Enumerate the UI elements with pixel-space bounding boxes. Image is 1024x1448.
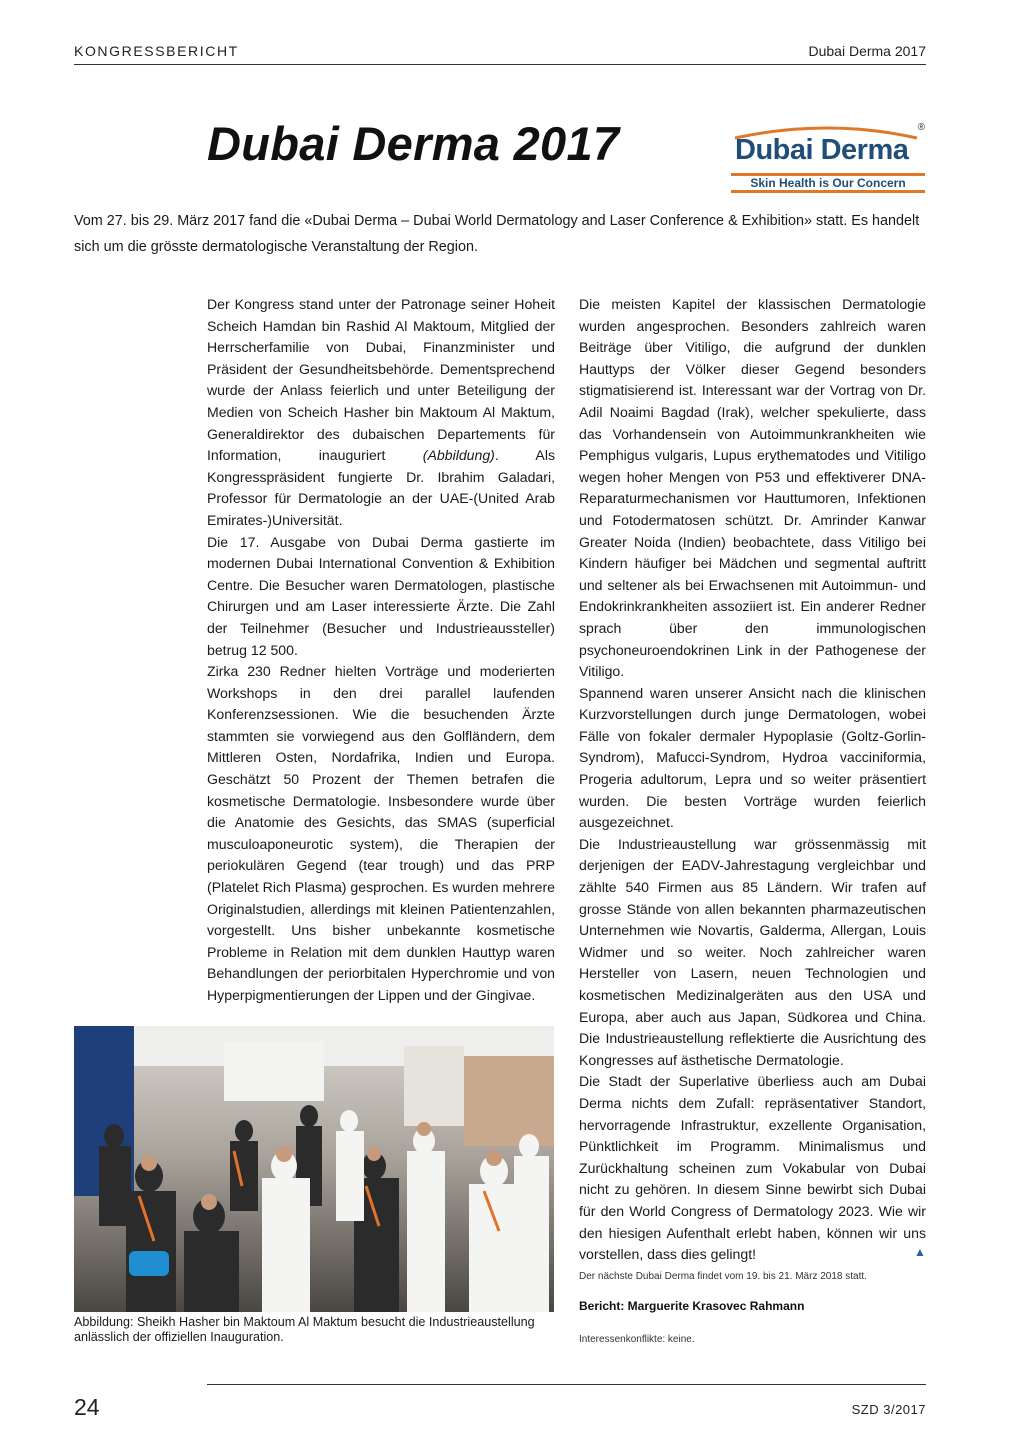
header-divider — [74, 64, 926, 65]
left-paragraph-2: Die 17. Ausgabe von Dubai Derma gastierte im modernen Dubai International Convention & Exhibition Centre. Die Besucher waren Dermatologen, plastische Chirurgen und am Laser interessierte Ärzte. Die Zahl der Teilnehmer (Besucher und Industrieaussteller) betrug 12 500. — [207, 533, 555, 658]
left-column — [207, 294, 555, 1007]
right-paragraph-3: Die Industrieaustellung war grössenmässig mit derjenigen der EADV-Jahrestagung vergleichbar und zählte 540 Firmen aus 85 Ländern. Wir trafen auf grosse Stände von allen bekannten pharmazeutischen Unternehmen wie Novartis, Galderma, Allergan, Louis Widmer und so weiter. Noch zahlreicher waren Hersteller von Lasern, neuen Technologien und kosmetischen Medizinalgeräten aus den USA und Europa, aber auch aus Japan, Südkorea und China. Die Industrieaustellung reflektierte die Ausrichtung des Kongresses auf ästhetische Dermatologie. — [579, 835, 926, 1068]
journal-issue: SZD 3/2017 — [851, 1402, 926, 1417]
photo-illustration — [74, 1026, 554, 1312]
article-title: Dubai Derma 2017 — [207, 117, 620, 170]
photo-caption: Abbildung: Sheikh Hasher bin Maktoum Al Maktum besucht die Industrieaustellung anlässlich der offiziellen Inauguration. — [74, 1315, 535, 1344]
right-paragraph-1: Die meisten Kapitel der klassischen Dermatologie wurden angesprochen. Besonders zahlreich waren Beiträge über Vitiligo, die aufgrund der dunklen Hauttyps der Völker dieser Gegend besonders stigmatisierend ist. Interessant war der Vortrag von Dr. Adil Noaimi Bagdad (Irak), welcher spekulierte, dass das Vorhandensein von Autoimmunkrankheiten wie Pemphigus vulgaris, Lupus erythematodes und Vitiligo wegen hoher Mengen von P53 und effektiverer DNA-Reparaturmechanismen vor Hauttumoren, Infektionen und Fotodermatosen schützt. Dr. Amrinder Kanwar Greater Noida (Indien) beobachtete, dass Vitiligo bei Kindern häufiger bei Mädchen und segmental auftritt und seltener als bei Erwachsenen mit Autoimmun- und Endokrinkrankheiten assoziiert ist. Ein anderer Redner sprach über den immunologischen psychoneuroendokrinen Link in der Pathogenese der Vitiligo. — [579, 296, 926, 680]
right-column — [579, 294, 926, 1266]
footer-divider — [207, 1384, 926, 1385]
end-mark-icon: ▲ — [914, 1245, 926, 1259]
author-credit: Bericht: Marguerite Krasovec Rahmann — [579, 1299, 805, 1313]
dubai-derma-logo — [731, 122, 925, 196]
running-header-title: Dubai Derma 2017 — [808, 43, 926, 59]
left-paragraph-1: Der Kongress stand unter der Patronage seiner Hoheit Scheich Hamdan bin Rashid Al Maktoum, Mitglied der Herrscherfamilie von Dubai, Finanzminister und Präsident der Gesundheitsbehörde. Dementsprechend wurde der Anlass feierlich und unter Beteiligung der Medien von Scheich Hasher bin Maktoum Al Maktum, Generaldirektor des dubaischen Departements für Information, inauguriert (Abbildung). Als Kongresspräsident fungierte Dr. Ibrahim Galadari, Professor für Dermatologie an der UAE-(United Arab Emirates-)Universität. — [207, 296, 555, 528]
lead-paragraph: Vom 27. bis 29. März 2017 fand die «Dubai Derma – Dubai World Dermatology and Laser Conference & Exhibition» statt. Es handelt sich um die grösste dermatologische Veranstaltung der Region. — [74, 213, 920, 255]
inauguration-photo — [74, 1026, 554, 1312]
logo-tagline: Skin Health is Our Concern — [731, 173, 925, 193]
right-paragraph-2: Spannend waren unserer Ansicht nach die klinischen Kurzvorstellungen durch junge Dermatologen, wobei Fälle von fokaler dermaler Hypoplasie (Goltz-Gorlin-Syndrom), Mafucci-Syndrom, Hydroa vacciniformia, Progeria adultorum, Lepra und so weiter präsentiert wurden. Die besten Vorträge wurden feierlich ausgezeichnet. — [579, 684, 926, 831]
logo-name: Dubai Derma — [735, 134, 909, 166]
conflicts-statement: Interessenkonflikte: keine. — [579, 1334, 695, 1345]
running-header-section: KONGRESSBERICHT — [74, 43, 239, 59]
registered-mark: ® — [917, 122, 925, 133]
next-event-note: Der nächste Dubai Derma findet vom 19. bis 21. März 2018 statt. — [579, 1271, 867, 1282]
right-paragraph-4: Die Stadt der Superlative überliess auch am Dubai Derma nichts dem Zufall: repräsentativer Standort, hervorragende Infrastruktur, exzellente Organisation, Pünktlichkeit im Programm. Minimalismus und Zurückhaltung scheinen zum Vokabular von Dubai nicht zu gehören. In diesem Sinne bewirbt sich Dubai für den World Congress of Dermatology 2023. Wie wir den hiesigen Aufenthalt erlebt haben, können wir uns vorstellen, dass dies gelingt! — [579, 1073, 926, 1263]
figure-reference: (Abbildung) — [422, 447, 495, 464]
page-number: 24 — [74, 1394, 100, 1420]
left-paragraph-3: Zirka 230 Redner hielten Vorträge und moderierten Workshops in den drei parallel laufenden Konferenzsessionen. Wie die besuchenden Ärzte stammten sie vorwiegend aus den Golfländern, dem Mittleren Osten, Nordafrika, Indien und Europa. Geschätzt 50 Prozent der Themen betrafen die kosmetische Dermatologie. Insbesondere wurde über die Anatomie des Gesichts, das SMAS (superficial musculoaponeurotic system), die Therapien der periokulären Gegend (tear trough) und das PRP (Platelet Rich Plasma) gesprochen. Es wurden mehrere Originalstudien, allerdings mit kleinen Patientenzahlen, vorgestellt. Uns bisher unbekannte kosmetische Probleme in Relation mit dem dunklen Hauttyp waren Behandlungen der periorbitalen Hyperchromie und von Hyperpigmentierungen der Lippen und der Gingivae. — [207, 663, 555, 1003]
